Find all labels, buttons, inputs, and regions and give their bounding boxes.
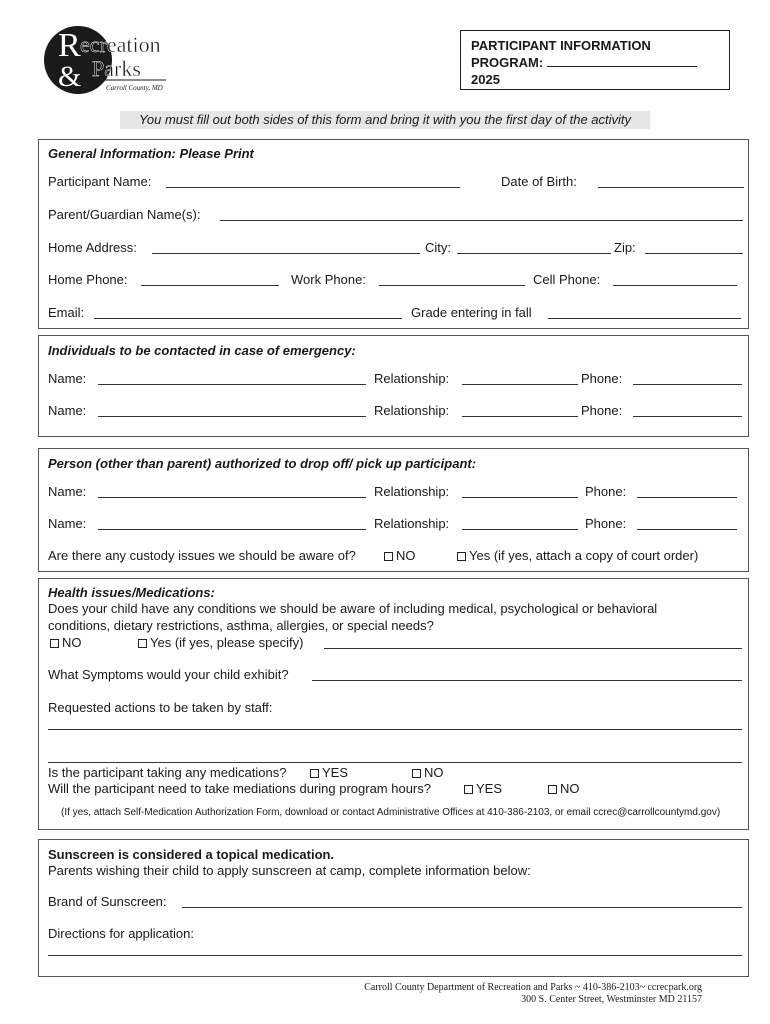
health-yes-label: Yes (if yes, please specify) [150,635,304,650]
home-address-label: Home Address: [48,240,137,255]
pickup-phone-2-field[interactable] [637,516,737,530]
relationship-label: Relationship: [374,371,450,386]
medications-question: Is the participant taking any medications? [48,765,287,780]
section-title: Individuals to be contacted in case of emergency: [48,343,356,358]
dob-field[interactable] [598,174,744,188]
zip-field[interactable] [645,240,743,254]
relationship-label: Relationship: [374,403,450,418]
section-title: Sunscreen is considered a topical medication. [48,847,335,862]
relationship-label: Relationship: [374,516,450,531]
checkbox-icon[interactable] [457,552,466,561]
program-field[interactable] [547,54,697,67]
checkbox-icon[interactable] [310,769,319,778]
pickup-name-2-field[interactable] [98,516,366,530]
meds-no-option[interactable] [412,765,444,780]
sunscreen-subtitle: Parents wishing their child to apply sunscreen at camp, complete information below: [48,863,531,878]
health-no-option[interactable] [50,635,82,650]
health-specify-field[interactable] [324,635,742,649]
page-footer [364,982,702,1006]
actions-field-line1[interactable] [48,716,742,730]
health-yes-option[interactable] [138,635,303,650]
instructions-notice: You must fill out both sides of this form and bring it with you the first day of the activity [120,111,650,129]
custody-question: Are there any custody issues we should be aware of? [48,548,356,563]
pickup-relationship-1-field[interactable] [462,484,578,498]
phone-label: Phone: [585,484,627,499]
symptoms-label: What Symptoms would your child exhibit? [48,667,289,682]
city-label: City: [425,240,451,255]
hours-no-option[interactable] [548,781,580,796]
checkbox-icon[interactable] [464,785,473,794]
emergency-name-2-field[interactable] [98,403,366,417]
emergency-phone-1-field[interactable] [633,371,742,385]
section-title: Health issues/Medications: [48,585,215,600]
custody-yes-option[interactable] [457,548,698,563]
pickup-name-label: Name: [48,516,87,531]
pickup-name-label: Name: [48,484,87,499]
meds-yes-label: YES [322,765,349,780]
email-field[interactable] [94,305,402,319]
actions-field-line2[interactable] [48,749,742,763]
hours-no-label: NO [560,781,580,796]
checkbox-icon[interactable] [548,785,557,794]
hours-yes-option[interactable] [464,781,502,796]
svg-text:R: R [58,27,81,64]
emergency-name-label: Name: [48,371,87,386]
email-label: Email: [48,305,85,320]
form-year: 2025 [471,72,500,87]
grade-field[interactable] [548,305,741,319]
recreation-parks-logo [44,22,172,100]
program-hours-question: Will the participant need to take mediations during program hours? [48,781,431,796]
section-title: General Information: Please Print [48,146,254,161]
emergency-relationship-1-field[interactable] [462,371,578,385]
sunscreen-section [38,839,749,977]
city-field[interactable] [457,240,611,254]
participant-name-field[interactable] [166,174,460,188]
svg-text:&: & [58,60,82,93]
pickup-relationship-2-field[interactable] [462,516,578,530]
custody-no-option[interactable] [384,548,416,563]
parent-guardian-field[interactable] [220,207,743,221]
health-question-line1: Does your child have any conditions we should be aware of including medical, psychological or behavioral [48,601,658,616]
sunscreen-directions-label: Directions for application: [48,926,194,941]
grade-label: Grade entering in fall [411,305,532,320]
symptoms-field[interactable] [312,667,742,681]
phone-label: Phone: [581,371,623,386]
parent-guardian-label: Parent/Guardian Name(s): [48,207,201,222]
checkbox-icon[interactable] [138,639,147,648]
phone-label: Phone: [585,516,627,531]
section-title: Person (other than parent) authorized to drop off/ pick up participant: [48,456,477,471]
pickup-name-1-field[interactable] [98,484,366,498]
health-question-line2: conditions, dietary restrictions, asthma, allergies, or special needs? [48,618,434,633]
footer-line2: 300 S. Center Street, Westminster MD 21157 [521,994,702,1005]
medication-note: (If yes, attach Self-Medication Authorization Form, download or contact Administrative Offices at 410-386-2103, or email ccrec@carrollcountymd.gov) [61,807,721,818]
form-title: PARTICIPANT INFORMATION [471,38,651,53]
dob-label: Date of Birth: [501,174,577,189]
emergency-contacts-section [38,335,749,437]
meds-yes-option[interactable] [310,765,348,780]
zip-label: Zip: [614,240,636,255]
svg-text:Parks: Parks [92,56,141,81]
checkbox-icon[interactable] [412,769,421,778]
pickup-authorization-section [38,448,749,572]
cell-phone-label: Cell Phone: [533,272,601,287]
sunscreen-brand-label: Brand of Sunscreen: [48,894,167,909]
work-phone-field[interactable] [379,272,525,286]
emergency-name-1-field[interactable] [98,371,366,385]
hours-yes-label: YES [476,781,503,796]
actions-label: Requested actions to be taken by staff: [48,700,273,715]
pickup-phone-1-field[interactable] [637,484,737,498]
participant-name-label: Participant Name: [48,174,152,189]
emergency-phone-2-field[interactable] [633,403,742,417]
meds-no-label: NO [424,765,444,780]
phone-label: Phone: [581,403,623,418]
health-medications-section [38,578,749,830]
svg-text:Carroll County, MD: Carroll County, MD [106,84,163,92]
custody-no-label: NO [396,548,416,563]
emergency-name-label: Name: [48,403,87,418]
home-address-field[interactable] [152,240,420,254]
checkbox-icon[interactable] [384,552,393,561]
general-information-section [38,139,749,329]
home-phone-label: Home Phone: [48,272,128,287]
program-label: PROGRAM: [471,55,544,70]
home-phone-field[interactable] [141,272,279,286]
form-header-box [460,30,730,90]
health-no-label: NO [62,635,82,650]
footer-line1: Carroll County Department of Recreation and Parks ~ 410-386-2103~ ccrecpark.org [364,982,702,993]
sunscreen-brand-field[interactable] [182,894,742,908]
custody-yes-label: Yes (if yes, attach a copy of court order) [469,548,699,563]
checkbox-icon[interactable] [50,639,59,648]
svg-text:ecreation: ecreation [80,32,161,57]
relationship-label: Relationship: [374,484,450,499]
work-phone-label: Work Phone: [291,272,366,287]
cell-phone-field[interactable] [613,272,737,286]
emergency-relationship-2-field[interactable] [462,403,578,417]
sunscreen-directions-field[interactable] [48,942,742,956]
